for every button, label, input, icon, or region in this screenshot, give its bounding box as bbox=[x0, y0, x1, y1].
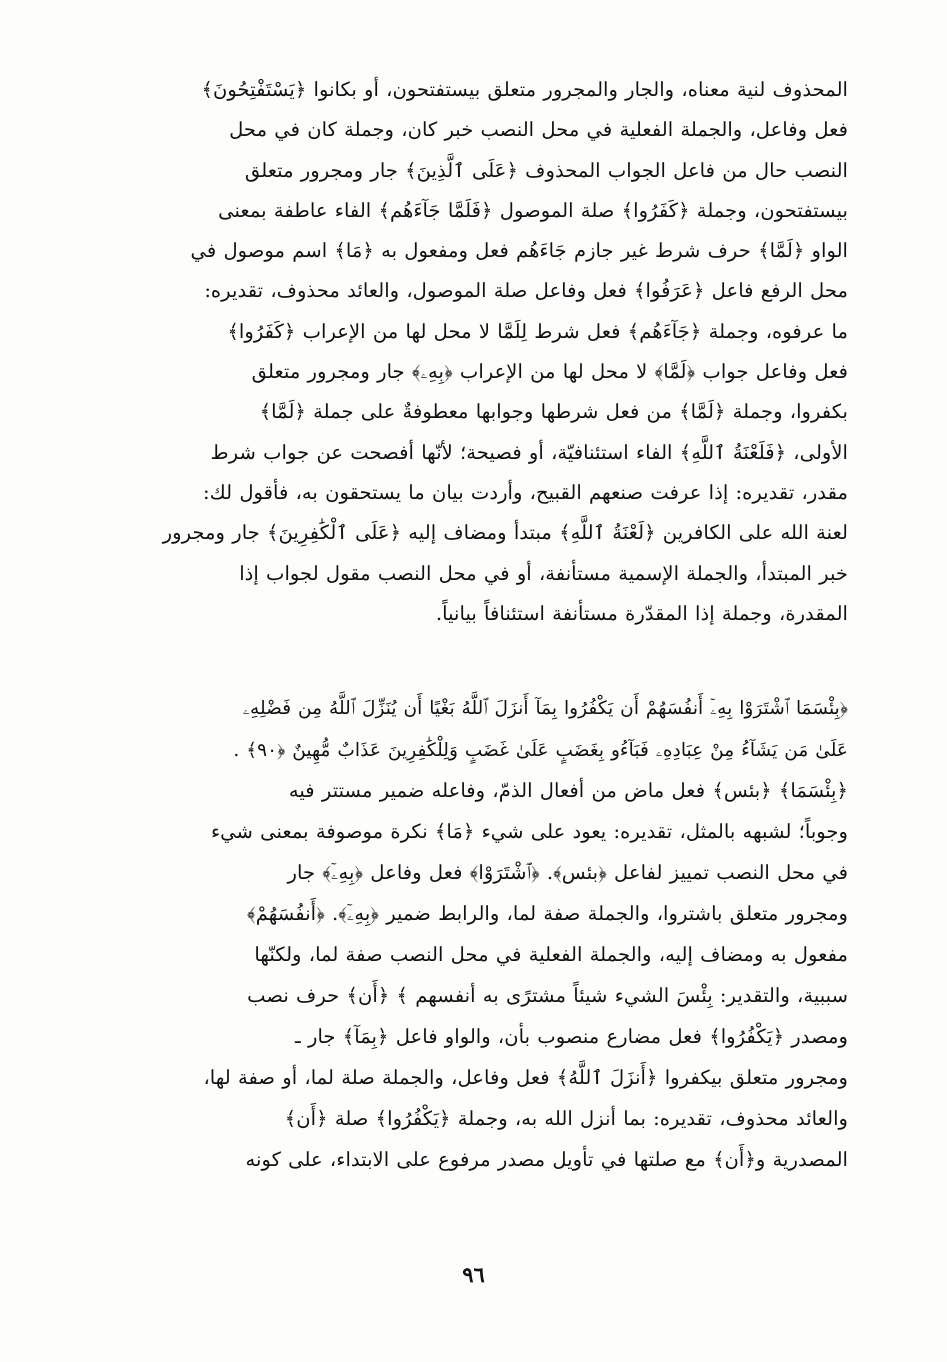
page-number: ٩٦ bbox=[462, 1262, 485, 1287]
text-line: فعل وفاعل جواب ﴿لَمَّا﴾ لا محل لها من الإعراب ﴿بِهِۦ﴾ جار ومجرور متعلق bbox=[251, 360, 848, 384]
text-line: الأولى، ﴿فَلَعْنَةُ ٱللَّهِ﴾ الفاء استئنافيّة، أو فصيحة؛ لأنّها أفصحت عن جواب شرط bbox=[210, 440, 848, 464]
text-line: سببية، والتقدير: بِئْسَ الشيء شيئاً مشترًى به أنفسهم ﴾ ﴿أَن﴾ حرف نصب bbox=[247, 984, 848, 1007]
text-line: ومجرور متعلق بيكفروا ﴿أَنزَلَ ٱللَّهُ﴾ فعل وفاعل، والجملة صلة لما، أو صفة لها، bbox=[203, 1066, 848, 1089]
text-line: ومصدر ﴿يَكْفُرُوا﴾ فعل مضارع منصوب بأن، والواو فاعل ﴿بِمَآ﴾ جار ـ bbox=[295, 1025, 848, 1048]
text-line: خبر المبتدأ، والجملة الإسمية مستأنفة، أو في محل النصب مقول لجواب إذا bbox=[239, 561, 848, 585]
text-line: وجوباً؛ لشبهه بالمثل، تقديره: يعود على شيء ﴿مَا﴾ نكرة موصوفة بمعنى شيء bbox=[210, 820, 848, 843]
text-line: ما عرفوه، وجملة ﴿جَآءَهُم﴾ فعل شرط لِلَمَّا لا محل لها من الإعراب ﴿كَفَرُوا﴾ bbox=[227, 319, 848, 343]
text-line: المحذوف لنية معناه، والجار والمجرور متعلق بيستفتحون، أو بكانوا ﴿يَسْتَفْتِحُونَ﴾ bbox=[201, 78, 848, 101]
text-line: ﴿بِئْسَمَا﴾ ﴿بئس﴾ فعل ماض من أفعال الذمّ، وفاعله ضمير مستتر فيه bbox=[288, 779, 848, 802]
text-line: محل الرفع فاعل ﴿عَرَفُوا﴾ فعل وفاعل صلة الموصول، والعائد محذوف، تقديره: bbox=[204, 279, 848, 303]
text-line: الواو ﴿لَمَّا﴾ حرف شرط غير جازم جَاءَهُم فعل ومفعول به ﴿مَا﴾ اسم موصول في bbox=[190, 239, 848, 263]
text-line: المصدرية و﴿أَن﴾ مع صلتها في تأويل مصدر مرفوع على الابتداء، على كونه bbox=[245, 1148, 848, 1171]
text-line: مفعول به ومضاف إليه، والجملة الفعلية في محل النصب صفة لما، ولكنّها bbox=[254, 943, 848, 966]
quran-verse-block bbox=[78, 688, 848, 772]
verse-line: عَلَىٰ مَن يَشَآءُ مِنْ عِبَادِهِۦ فَبَآءُو بِغَضَبٍ عَلَىٰ غَضَبٍ وَلِلْكَٰفِرِينَ عَذَابٌ مُّهِينٌ ﴿٩٠﴾ . bbox=[233, 740, 848, 761]
verse-line: ﴿بِئْسَمَا ٱشْتَرَوْا بِهِۦٓ أَنفُسَهُمْ أَن يَكْفُرُوا بِمَآ أَنزَلَ ٱللَّهُ بَغْيًا أَن يُنَزِّلَ ٱللَّهُ مِن فَضْلِهِۦ bbox=[242, 698, 848, 719]
text-line: فعل وفاعل، والجملة الفعلية في محل النصب خبر كان، وجملة كان في محل bbox=[229, 118, 848, 142]
text-line: والعائد محذوف، تقديره: بما أنزل الله به، وجملة ﴿يَكْفُرُوا﴾ صلة ﴿أَن﴾ bbox=[284, 1107, 848, 1130]
paragraph-grammar-analysis-1 bbox=[78, 70, 848, 634]
text-line: بيستفتحون، وجملة ﴿كَفَرُوا﴾ صلة الموصول ﴿فَلَمَّا جَآءَهُم﴾ الفاء عاطفة بمعنى bbox=[218, 198, 848, 222]
text-line: مقدر، تقديره: إذا عرفت صنعهم القبيح، وأردت بيان ما يستحقون به، فأقول لك: bbox=[203, 480, 848, 504]
text-line: ومجرور متعلق باشتروا، والجملة صفة لما، والرابط ضمير ﴿بِهِۦٓ﴾. ﴿أَنفُسَهُمْ﴾ bbox=[247, 902, 848, 925]
text-line: بكفروا، وجملة ﴿لَمَّا﴾ من فعل شرطها وجوابها معطوفةٌ على جملة ﴿لَمَّا﴾ bbox=[259, 400, 848, 424]
paragraph-grammar-analysis-2 bbox=[78, 770, 848, 1180]
text-line: المقدرة، وجملة إذا المقدّرة مستأنفة استئنافاً بيانياً. bbox=[435, 601, 848, 625]
text-line: لعنة الله على الكافرين ﴿لَعْنَةُ ٱللَّهِ﴾ مبتدأ ومضاف إليه ﴿عَلَى ٱلْكَٰفِرِينَ﴾ جار ومجرور bbox=[162, 521, 848, 545]
text-line: في محل النصب تمييز لفاعل ﴿بئس﴾. ﴿ٱشْتَرَوْا﴾ فعل وفاعل ﴿بِهِۦٓ﴾ جار bbox=[287, 861, 848, 884]
text-line: النصب حال من فاعل الجواب المحذوف ﴿عَلَى ٱلَّذِينَ﴾ جار ومجرور متعلق bbox=[244, 158, 848, 182]
